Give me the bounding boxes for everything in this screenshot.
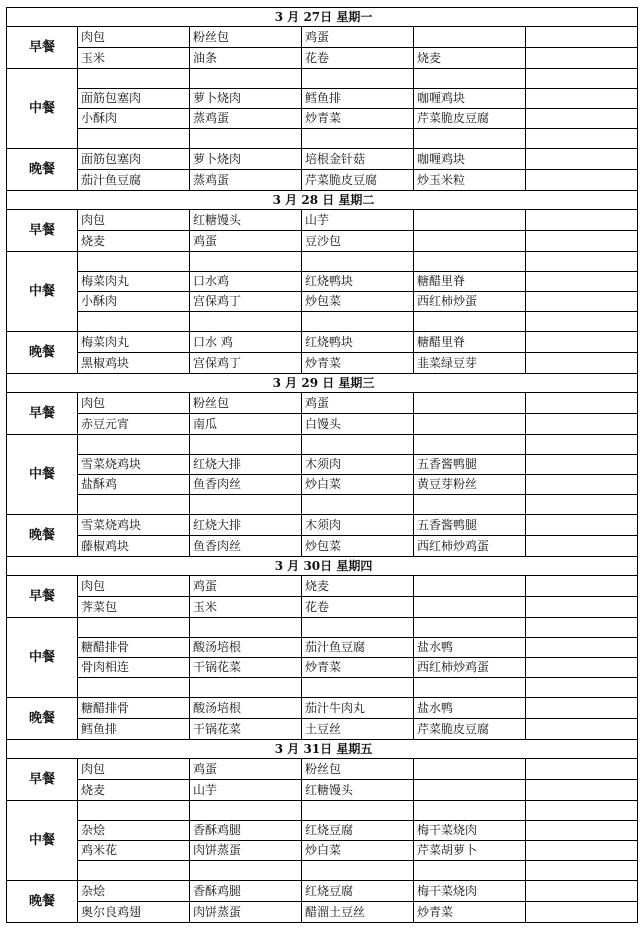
- dish-cell: 芹菜脆皮豆腐: [414, 719, 526, 740]
- dish-cell: [526, 252, 638, 272]
- dish-cell: 萝卜烧肉: [190, 149, 302, 170]
- dish-cell: 红糖馒头: [302, 780, 414, 801]
- menu-row: [7, 455, 638, 475]
- dish-cell: [302, 678, 414, 698]
- dish-cell: 红烧豆腐: [302, 881, 414, 902]
- dish-cell: 肉包: [78, 576, 190, 597]
- menu-row: [7, 515, 638, 536]
- dish-cell: 小酥肉: [78, 109, 190, 129]
- dish-cell: 梅菜肉丸: [78, 272, 190, 292]
- dish-cell: 粉丝包: [190, 27, 302, 48]
- dish-cell: 香酥鸡腿: [190, 821, 302, 841]
- dish-cell: [78, 312, 190, 332]
- dish-cell: 干锅花菜: [190, 658, 302, 678]
- dish-cell: [526, 618, 638, 638]
- menu-row: [7, 475, 638, 495]
- meal-label: 早餐: [7, 759, 78, 801]
- dish-cell: 雪菜烧鸡块: [78, 515, 190, 536]
- dish-cell: [302, 435, 414, 455]
- dish-cell: 木须肉: [302, 455, 414, 475]
- dish-cell: 烧麦: [78, 231, 190, 252]
- dish-cell: [414, 312, 526, 332]
- dish-cell: 玉米: [78, 48, 190, 69]
- dish-cell: [526, 435, 638, 455]
- dish-cell: 山芋: [302, 210, 414, 231]
- menu-row: [7, 902, 638, 923]
- dish-cell: 奥尔良鸡翅: [78, 902, 190, 923]
- dish-cell: [526, 149, 638, 170]
- dish-cell: 芹菜胡萝卜: [414, 841, 526, 861]
- dish-cell: [414, 861, 526, 881]
- dish-cell: [414, 210, 526, 231]
- dish-cell: [190, 495, 302, 515]
- dish-cell: [526, 455, 638, 475]
- dish-cell: [526, 272, 638, 292]
- dish-cell: 玉米: [190, 597, 302, 618]
- dish-cell: 炒青菜: [302, 109, 414, 129]
- dish-cell: [526, 353, 638, 374]
- dish-cell: 木须肉: [302, 515, 414, 536]
- dish-cell: [526, 821, 638, 841]
- day-title: 3 月 31日 星期五: [7, 740, 638, 759]
- menu-row: [7, 48, 638, 69]
- dish-cell: 红烧大排: [190, 455, 302, 475]
- dish-cell: 咖喱鸡块: [414, 89, 526, 109]
- menu-row: [7, 618, 638, 638]
- dish-cell: [526, 292, 638, 312]
- dish-cell: 芹菜脆皮豆腐: [414, 109, 526, 129]
- dish-cell: 花卷: [302, 48, 414, 69]
- dish-cell: [526, 638, 638, 658]
- menu-row: [7, 210, 638, 231]
- dish-cell: [414, 231, 526, 252]
- dish-cell: [414, 435, 526, 455]
- dish-cell: 鸡蛋: [302, 27, 414, 48]
- dish-cell: 红糖馒头: [190, 210, 302, 231]
- dish-cell: 茄汁鱼豆腐: [302, 638, 414, 658]
- meal-label: 早餐: [7, 210, 78, 252]
- dish-cell: 山芋: [190, 780, 302, 801]
- dish-cell: [78, 861, 190, 881]
- dish-cell: [414, 759, 526, 780]
- dish-cell: [302, 312, 414, 332]
- dish-cell: 肉包: [78, 210, 190, 231]
- dish-cell: [190, 435, 302, 455]
- dish-cell: 黄豆芽粉丝: [414, 475, 526, 495]
- dish-cell: [526, 658, 638, 678]
- dish-cell: [526, 475, 638, 495]
- dish-cell: 烧麦: [78, 780, 190, 801]
- dish-cell: 鸡蛋: [190, 576, 302, 597]
- dish-cell: 肉包: [78, 759, 190, 780]
- dish-cell: [302, 801, 414, 821]
- menu-row: [7, 129, 638, 149]
- dish-cell: 烧麦: [414, 48, 526, 69]
- dish-cell: 烧麦: [302, 576, 414, 597]
- menu-row: [7, 536, 638, 557]
- menu-row: [7, 69, 638, 89]
- menu-row: [7, 576, 638, 597]
- meal-label: 中餐: [7, 801, 78, 881]
- dish-cell: 土豆丝: [302, 719, 414, 740]
- dish-cell: 芹菜脆皮豆腐: [302, 170, 414, 191]
- dish-cell: [526, 861, 638, 881]
- dish-cell: 鱼香肉丝: [190, 536, 302, 557]
- dish-cell: [526, 69, 638, 89]
- dish-cell: [526, 698, 638, 719]
- dish-cell: 花卷: [302, 597, 414, 618]
- dish-cell: [526, 759, 638, 780]
- menu-row: [7, 678, 638, 698]
- menu-row: [7, 597, 638, 618]
- dish-cell: [526, 414, 638, 435]
- dish-cell: 糖醋里脊: [414, 272, 526, 292]
- day-header-row: [7, 374, 638, 393]
- dish-cell: [526, 48, 638, 69]
- dish-cell: 面筋包塞肉: [78, 149, 190, 170]
- dish-cell: [78, 129, 190, 149]
- dish-cell: [526, 881, 638, 902]
- menu-row: [7, 638, 638, 658]
- meal-label: 中餐: [7, 252, 78, 332]
- dish-cell: 炒包菜: [302, 536, 414, 557]
- dish-cell: 红烧豆腐: [302, 821, 414, 841]
- day-title: 3 月 28 日 星期二: [7, 191, 638, 210]
- dish-cell: 炒青菜: [302, 658, 414, 678]
- menu-row: [7, 658, 638, 678]
- dish-cell: [190, 618, 302, 638]
- dish-cell: [302, 69, 414, 89]
- dish-cell: 炒玉米粒: [414, 170, 526, 191]
- dish-cell: 红烧鸭块: [302, 272, 414, 292]
- day-header-row: [7, 191, 638, 210]
- dish-cell: 肉包: [78, 393, 190, 414]
- dish-cell: [78, 678, 190, 698]
- meal-label: 早餐: [7, 576, 78, 618]
- dish-cell: [526, 801, 638, 821]
- meal-label: 中餐: [7, 435, 78, 515]
- dish-cell: [414, 495, 526, 515]
- dish-cell: 雪菜烧鸡块: [78, 455, 190, 475]
- dish-cell: [526, 393, 638, 414]
- dish-cell: [526, 780, 638, 801]
- day-title: 3 月 27日 星期一: [7, 8, 638, 27]
- dish-cell: 油条: [190, 48, 302, 69]
- weekly-menu: [6, 7, 638, 923]
- dish-cell: 肉饼蒸蛋: [190, 902, 302, 923]
- dish-cell: 蒸鸡蛋: [190, 109, 302, 129]
- dish-cell: [414, 576, 526, 597]
- dish-cell: [78, 618, 190, 638]
- dish-cell: 五香酱鸭腿: [414, 455, 526, 475]
- meal-label: 早餐: [7, 27, 78, 69]
- dish-cell: 炒青菜: [302, 353, 414, 374]
- dish-cell: 酸汤培根: [190, 638, 302, 658]
- dish-cell: 盐水鸭: [414, 698, 526, 719]
- menu-row: [7, 435, 638, 455]
- dish-cell: 杂烩: [78, 821, 190, 841]
- menu-row: [7, 801, 638, 821]
- dish-cell: 糖醋排骨: [78, 698, 190, 719]
- dish-cell: [526, 27, 638, 48]
- menu-row: [7, 759, 638, 780]
- menu-row: [7, 821, 638, 841]
- meal-label: 晚餐: [7, 515, 78, 557]
- dish-cell: 香酥鸡腿: [190, 881, 302, 902]
- day-title: 3 月 30日 星期四: [7, 557, 638, 576]
- dish-cell: 梅菜肉丸: [78, 332, 190, 353]
- dish-cell: [526, 210, 638, 231]
- menu-row: [7, 780, 638, 801]
- dish-cell: 口水 鸡: [190, 332, 302, 353]
- dish-cell: 糖醋排骨: [78, 638, 190, 658]
- day-title: 3 月 29 日 星期三: [7, 374, 638, 393]
- dish-cell: [414, 780, 526, 801]
- dish-cell: [78, 252, 190, 272]
- dish-cell: 豆沙包: [302, 231, 414, 252]
- dish-cell: 粉丝包: [190, 393, 302, 414]
- dish-cell: [190, 312, 302, 332]
- dish-cell: [78, 801, 190, 821]
- dish-cell: 五香酱鸭腿: [414, 515, 526, 536]
- dish-cell: 骨肉相连: [78, 658, 190, 678]
- dish-cell: 藤椒鸡块: [78, 536, 190, 557]
- dish-cell: 韭菜绿豆芽: [414, 353, 526, 374]
- dish-cell: [190, 69, 302, 89]
- menu-row: [7, 332, 638, 353]
- dish-cell: 梅干菜烧肉: [414, 821, 526, 841]
- menu-row: [7, 719, 638, 740]
- dish-cell: 鸡蛋: [190, 759, 302, 780]
- dish-cell: 白馒头: [302, 414, 414, 435]
- dish-cell: [414, 252, 526, 272]
- dish-cell: [414, 27, 526, 48]
- meal-label: 中餐: [7, 618, 78, 698]
- menu-row: [7, 698, 638, 719]
- dish-cell: [414, 618, 526, 638]
- dish-cell: 红烧大排: [190, 515, 302, 536]
- dish-cell: 面筋包塞肉: [78, 89, 190, 109]
- dish-cell: 赤豆元宵: [78, 414, 190, 435]
- dish-cell: 茄汁鱼豆腐: [78, 170, 190, 191]
- dish-cell: 鸡蛋: [190, 231, 302, 252]
- dish-cell: 西红柿炒鸡蛋: [414, 658, 526, 678]
- dish-cell: 肉饼蒸蛋: [190, 841, 302, 861]
- dish-cell: 盐水鸭: [414, 638, 526, 658]
- menu-row: [7, 414, 638, 435]
- menu-table: [6, 7, 638, 923]
- dish-cell: [526, 129, 638, 149]
- dish-cell: [526, 170, 638, 191]
- meal-label: 晚餐: [7, 149, 78, 191]
- meal-label: 晚餐: [7, 881, 78, 923]
- dish-cell: 宫保鸡丁: [190, 292, 302, 312]
- dish-cell: 茄汁牛肉丸: [302, 698, 414, 719]
- meal-label: 晚餐: [7, 332, 78, 374]
- dish-cell: [526, 515, 638, 536]
- menu-row: [7, 312, 638, 332]
- dish-cell: [302, 618, 414, 638]
- dish-cell: 炒白菜: [302, 841, 414, 861]
- dish-cell: [414, 129, 526, 149]
- dish-cell: 宫保鸡丁: [190, 353, 302, 374]
- menu-row: [7, 272, 638, 292]
- menu-row: [7, 170, 638, 191]
- menu-row: [7, 149, 638, 170]
- dish-cell: 红烧鸭块: [302, 332, 414, 353]
- menu-row: [7, 861, 638, 881]
- dish-cell: [414, 69, 526, 89]
- dish-cell: [414, 414, 526, 435]
- dish-cell: 炒白菜: [302, 475, 414, 495]
- dish-cell: 炒青菜: [414, 902, 526, 923]
- dish-cell: [78, 69, 190, 89]
- dish-cell: 鳕鱼排: [302, 89, 414, 109]
- dish-cell: [526, 89, 638, 109]
- menu-row: [7, 881, 638, 902]
- dish-cell: [526, 678, 638, 698]
- dish-cell: 小酥肉: [78, 292, 190, 312]
- dish-cell: 南瓜: [190, 414, 302, 435]
- dish-cell: [526, 109, 638, 129]
- dish-cell: [414, 393, 526, 414]
- dish-cell: [78, 435, 190, 455]
- menu-row: [7, 495, 638, 515]
- day-header-row: [7, 557, 638, 576]
- dish-cell: 炒包菜: [302, 292, 414, 312]
- dish-cell: [302, 129, 414, 149]
- dish-cell: 鸡米花: [78, 841, 190, 861]
- menu-row: [7, 109, 638, 129]
- dish-cell: [526, 536, 638, 557]
- day-header-row: [7, 740, 638, 759]
- day-header-row: [7, 8, 638, 27]
- dish-cell: 西红柿炒蛋: [414, 292, 526, 312]
- menu-row: [7, 841, 638, 861]
- dish-cell: [414, 678, 526, 698]
- dish-cell: [526, 902, 638, 923]
- dish-cell: 萝卜烧肉: [190, 89, 302, 109]
- dish-cell: 梅干菜烧肉: [414, 881, 526, 902]
- dish-cell: [78, 495, 190, 515]
- dish-cell: 荠菜包: [78, 597, 190, 618]
- dish-cell: [302, 252, 414, 272]
- dish-cell: [190, 252, 302, 272]
- dish-cell: [526, 597, 638, 618]
- dish-cell: 糖醋里脊: [414, 332, 526, 353]
- dish-cell: [526, 495, 638, 515]
- dish-cell: 干锅花菜: [190, 719, 302, 740]
- dish-cell: 蒸鸡蛋: [190, 170, 302, 191]
- meal-label: 中餐: [7, 69, 78, 149]
- dish-cell: [302, 495, 414, 515]
- menu-row: [7, 231, 638, 252]
- dish-cell: 醋溜土豆丝: [302, 902, 414, 923]
- dish-cell: 黑椒鸡块: [78, 353, 190, 374]
- dish-cell: 鱼香肉丝: [190, 475, 302, 495]
- dish-cell: 鳕鱼排: [78, 719, 190, 740]
- dish-cell: [526, 576, 638, 597]
- dish-cell: [526, 231, 638, 252]
- dish-cell: [190, 129, 302, 149]
- dish-cell: [526, 332, 638, 353]
- dish-cell: 鸡蛋: [302, 393, 414, 414]
- meal-label: 早餐: [7, 393, 78, 435]
- dish-cell: 杂烩: [78, 881, 190, 902]
- dish-cell: 盐酥鸡: [78, 475, 190, 495]
- dish-cell: [526, 719, 638, 740]
- dish-cell: [190, 861, 302, 881]
- dish-cell: [526, 312, 638, 332]
- dish-cell: 西红柿炒鸡蛋: [414, 536, 526, 557]
- dish-cell: [302, 861, 414, 881]
- menu-row: [7, 252, 638, 272]
- dish-cell: 培根金针菇: [302, 149, 414, 170]
- dish-cell: 咖喱鸡块: [414, 149, 526, 170]
- menu-row: [7, 393, 638, 414]
- dish-cell: 肉包: [78, 27, 190, 48]
- dish-cell: 酸汤培根: [190, 698, 302, 719]
- menu-row: [7, 353, 638, 374]
- dish-cell: [414, 801, 526, 821]
- dish-cell: 粉丝包: [302, 759, 414, 780]
- menu-row: [7, 27, 638, 48]
- dish-cell: [526, 841, 638, 861]
- dish-cell: [190, 801, 302, 821]
- meal-label: 晚餐: [7, 698, 78, 740]
- dish-cell: [414, 597, 526, 618]
- dish-cell: 口水鸡: [190, 272, 302, 292]
- dish-cell: [190, 678, 302, 698]
- menu-row: [7, 292, 638, 312]
- menu-row: [7, 89, 638, 109]
